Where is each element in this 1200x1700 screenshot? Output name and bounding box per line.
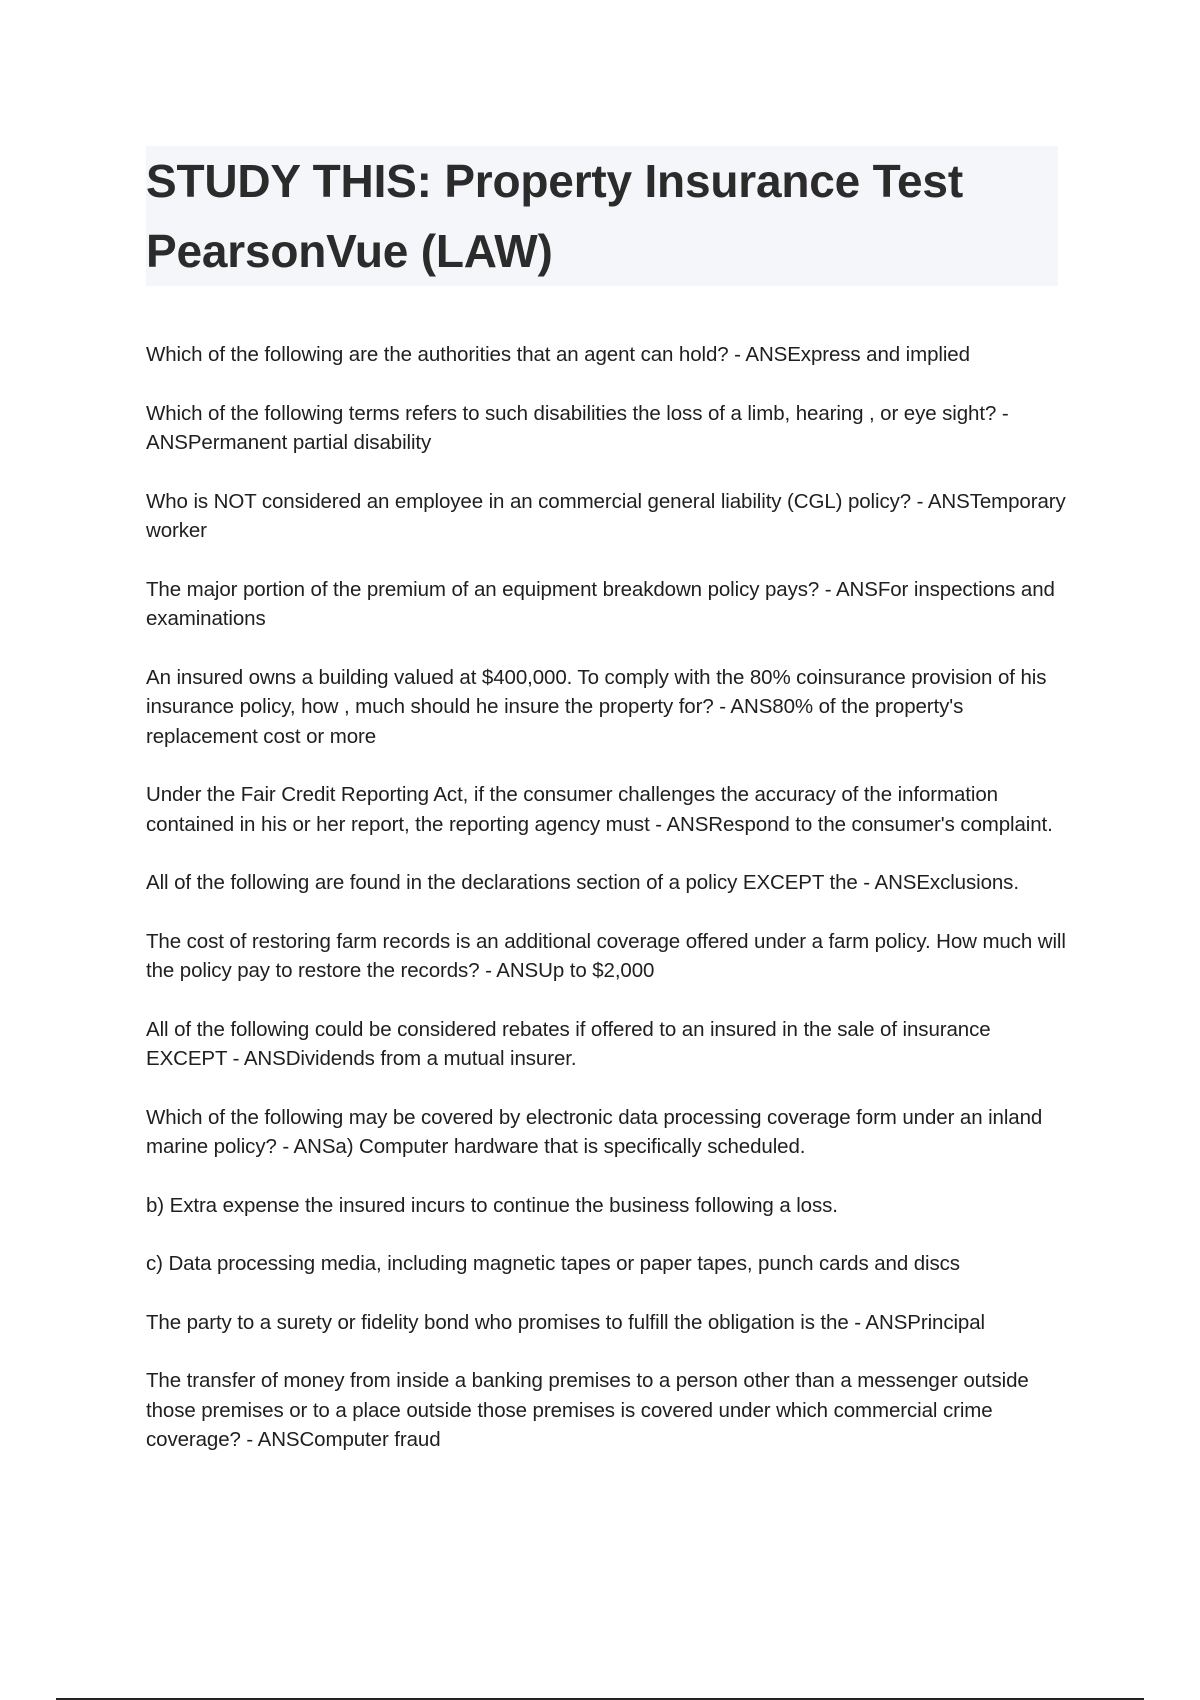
qa-paragraph: Which of the following terms refers to such disabilities the loss of a limb, hearing , or eye sight? - ANSPermanent partial disability [146,401,1009,454]
qa-paragraph: Under the Fair Credit Reporting Act, if the consumer challenges the accuracy of the information contained in his or her report, the reporting agency must - ANSRespond to the consumer's complaint. [146,783,1053,836]
document-title: STUDY THIS: Property Insurance Test PearsonVue (LAW) [146,155,963,277]
qa-list [146,340,1066,1484]
qa-paragraph: All of the following are found in the declarations section of a policy EXCEPT the - ANSExclusions. [146,871,1019,894]
qa-paragraph: b) Extra expense the insured incurs to continue the business following a loss. [146,1193,838,1217]
qa-paragraph: The transfer of money from inside a banking premises to a person other than a messenger outside those premises or to a place outside those premises is covered under which commercial crime coverage? - ANSComputer fraud [146,1369,1029,1451]
qa-paragraph: The party to a surety or fidelity bond who promises to fulfill the obligation is the - ANSPrincipal [146,1310,985,1334]
qa-paragraph: All of the following could be considered rebates if offered to an insured in the sale of insurance EXCEPT - ANSDividends from a mutual insurer. [146,1017,991,1070]
qa-paragraph: Which of the following may be covered by electronic data processing coverage form under an inland marine policy? - ANSa) Computer hardware that is specifically scheduled. [146,1105,1043,1158]
qa-paragraph: Which of the following are the authorities that an agent can hold? - ANSExpress and implied [146,343,970,366]
qa-paragraph: The cost of restoring farm records is an additional coverage offered under a farm policy. How much will the policy pay to restore the records? - ANSUp to $2,000 [146,929,1066,982]
title-banner [146,146,1058,286]
qa-paragraph: Who is NOT considered an employee in an commercial general liability (CGL) policy? - ANSTemporary worker [146,489,1066,542]
qa-paragraph: c) Data processing media, including magnetic tapes or paper tapes, punch cards and discs [146,1252,960,1275]
qa-paragraph: The major portion of the premium of an equipment breakdown policy pays? - ANSFor inspections and examinations [146,577,1055,630]
qa-paragraph: An insured owns a building valued at $400,000. To comply with the 80% coinsurance provision of his insurance policy, how , much should he insure the property for? - ANS80% of the property's replacement cost or more [146,665,1047,748]
